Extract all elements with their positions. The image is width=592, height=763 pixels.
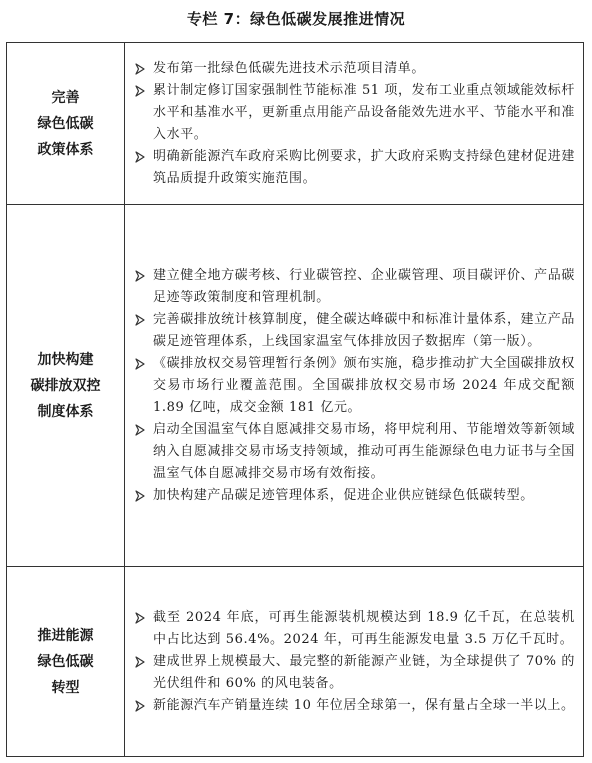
item-text: 完善碳排放统计核算制度，健全碳达峰碳中和标准计量体系，建立产品碳足迹管理体系，上线国家温室气体排放因子数据库（第一版）。 <box>153 311 575 349</box>
list-item <box>131 265 575 309</box>
bullet-arrow-icon <box>131 485 149 507</box>
policy-table <box>6 42 584 757</box>
category-label: 碳排放双控 <box>30 377 101 394</box>
item-text: 明确新能源汽车政府采购比例要求，扩大政府采购支持绿色建材促进建筑品质提升政策实施范围。 <box>153 148 575 186</box>
item-text: 建立健全地方碳考核、行业碳管控、企业碳管理、项目碳评价、产品碳足迹等政策制度和管理机制。 <box>153 267 575 305</box>
category-label: 绿色低碳 <box>37 653 94 670</box>
bullet-arrow-icon <box>131 419 149 441</box>
list-item <box>131 353 575 419</box>
table-row <box>7 43 584 205</box>
item-text: 建成世界上规模最大、最完整的新能源产业链，为全球提供了 70% 的光伏组件和 60% 的风电装备。 <box>153 653 575 691</box>
item-text: 加快构建产品碳足迹管理体系，促进企业供应链绿色低碳转型。 <box>153 487 534 503</box>
item-text: 截至 2024 年底，可再生能源装机规模达到 18.9 亿千瓦，在总装机中占比达到 56.4%。2024 年，可再生能源发电量 3.5 万亿千瓦时。 <box>153 609 575 647</box>
bullet-arrow-icon <box>131 58 149 80</box>
list-item <box>131 309 575 353</box>
bullet-arrow-icon <box>131 265 149 287</box>
category-cell <box>7 205 125 567</box>
category-cell <box>7 43 125 205</box>
category-label: 转型 <box>51 679 80 696</box>
table-row <box>7 205 584 567</box>
bullet-arrow-icon <box>131 353 149 375</box>
item-text: 启动全国温室气体自愿减排交易市场，将甲烷利用、节能增效等新领域纳入自愿减排交易市场支持领域，推动可再生能源绿色电力证书与全国温室气体自愿减排交易市场有效衔接。 <box>153 421 575 481</box>
bullet-arrow-icon <box>131 80 149 102</box>
item-text: 累计制定修订国家强制性节能标准 51 项，发布工业重点领域能效标杆水平和基准水平，更新重点用能产品设备能效先进水平、节能水平和准入水平。 <box>153 82 575 142</box>
list-item <box>131 80 575 146</box>
item-text: 新能源汽车产销量连续 10 年位居全球第一，保有量占全球一半以上。 <box>153 697 575 713</box>
list-item <box>131 695 575 717</box>
item-text: 《碳排放权交易管理暂行条例》颁布实施，稳步推动扩大全国碳排放权交易市场行业覆盖范围。全国碳排放权交易市场 2024 年成交配额 1.89 亿吨，成交金额 181 亿元。 <box>153 355 575 415</box>
bullet-arrow-icon <box>131 146 149 168</box>
bullet-arrow-icon <box>131 309 149 331</box>
bullet-arrow-icon <box>131 695 149 717</box>
category-label: 政策体系 <box>37 141 94 158</box>
list-item <box>131 485 575 507</box>
category-label: 制度体系 <box>37 403 94 420</box>
list-item <box>131 146 575 190</box>
category-cell <box>7 567 125 757</box>
category-label: 推进能源 <box>37 627 94 644</box>
list-item <box>131 607 575 651</box>
category-label: 加快构建 <box>37 351 94 368</box>
item-text: 发布第一批绿色低碳先进技术示范项目清单。 <box>153 60 426 76</box>
page-title: 专栏 7：绿色低碳发展推进情况 <box>186 10 406 28</box>
items-cell <box>125 205 584 567</box>
category-label: 绿色低碳 <box>37 115 94 132</box>
category-label: 完善 <box>51 89 80 106</box>
table-row <box>7 567 584 757</box>
list-item <box>131 419 575 485</box>
bullet-arrow-icon <box>131 651 149 673</box>
items-cell <box>125 43 584 205</box>
bullet-arrow-icon <box>131 607 149 629</box>
list-item <box>131 651 575 695</box>
items-cell <box>125 567 584 757</box>
list-item <box>131 58 575 80</box>
